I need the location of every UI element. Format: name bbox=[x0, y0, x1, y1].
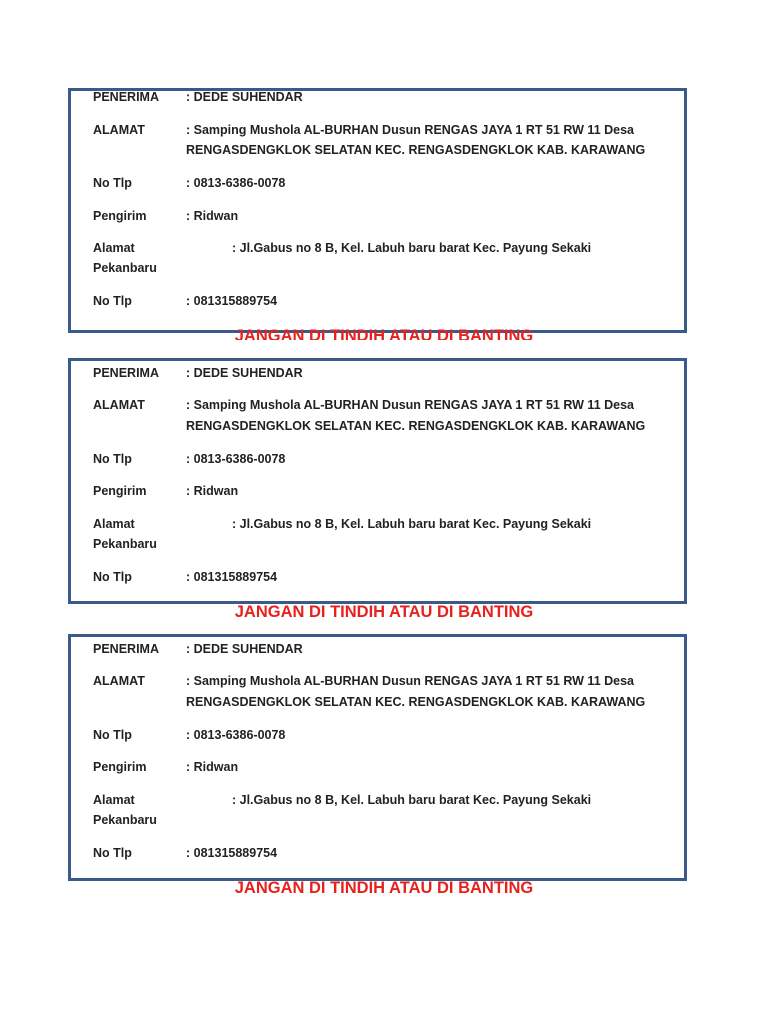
sender-address-line-2: Pekanbaru bbox=[93, 537, 157, 551]
sender-phone-value: : 081315889754 bbox=[186, 294, 278, 308]
address-key: ALAMAT bbox=[93, 674, 145, 688]
recipient-value: : DEDE SUHENDAR bbox=[186, 642, 303, 656]
sender-phone-value: : 081315889754 bbox=[186, 570, 278, 584]
sender-address-value: : Jl.Gabus no 8 B, Kel. Labuh baru barat Kec. Payung Sekaki bbox=[232, 241, 592, 255]
recipient-value: : DEDE SUHENDAR bbox=[186, 366, 303, 380]
sender-address-value: : Jl.Gabus no 8 B, Kel. Labuh baru barat Kec. Payung Sekaki bbox=[232, 793, 592, 807]
recipient-phone-key: No Tlp bbox=[93, 176, 132, 190]
address-line-2: RENGASDENGKLOK SELATAN KEC. RENGASDENGKLOK KAB. KARAWANG bbox=[186, 695, 646, 709]
shipping-label-box-3 bbox=[68, 634, 687, 881]
recipient-phone-key: No Tlp bbox=[93, 728, 132, 742]
sender-key: Pengirim bbox=[93, 484, 147, 498]
recipient-phone-value: : 0813-6386-0078 bbox=[186, 176, 286, 190]
sender-address-key: Alamat bbox=[93, 793, 135, 807]
recipient-phone-key: No Tlp bbox=[93, 452, 132, 466]
address-line-2: RENGASDENGKLOK SELATAN KEC. RENGASDENGKLOK KAB. KARAWANG bbox=[186, 143, 646, 157]
address-line-1: : Samping Mushola AL-BURHAN Dusun RENGAS JAYA 1 RT 51 RW 11 Desa bbox=[186, 674, 635, 688]
recipient-key: PENERIMA bbox=[93, 366, 159, 380]
sender-address-key: Alamat bbox=[93, 517, 135, 531]
recipient-key: PENERIMA bbox=[93, 90, 159, 104]
sender-key: Pengirim bbox=[93, 760, 147, 774]
sender-phone-key: No Tlp bbox=[93, 846, 132, 860]
sender-value: : Ridwan bbox=[186, 760, 239, 774]
sender-address-key: Alamat bbox=[93, 241, 135, 255]
sender-value: : Ridwan bbox=[186, 484, 239, 498]
address-line-2: RENGASDENGKLOK SELATAN KEC. RENGASDENGKLOK KAB. KARAWANG bbox=[186, 419, 646, 433]
address-line-1: : Samping Mushola AL-BURHAN Dusun RENGAS JAYA 1 RT 51 RW 11 Desa bbox=[186, 398, 635, 412]
recipient-value: : DEDE SUHENDAR bbox=[186, 90, 303, 104]
recipient-phone-value: : 0813-6386-0078 bbox=[186, 728, 286, 742]
sender-phone-key: No Tlp bbox=[93, 294, 132, 308]
handling-warning: JANGAN DI TINDIH ATAU DI BANTING bbox=[234, 879, 534, 897]
sender-value: : Ridwan bbox=[186, 209, 239, 223]
address-key: ALAMAT bbox=[93, 123, 145, 137]
address-key: ALAMAT bbox=[93, 398, 145, 412]
handling-warning: JANGAN DI TINDIH ATAU DI BANTING bbox=[234, 327, 534, 340]
sender-address-value: : Jl.Gabus no 8 B, Kel. Labuh baru barat Kec. Payung Sekaki bbox=[232, 517, 592, 531]
recipient-phone-value: : 0813-6386-0078 bbox=[186, 452, 286, 466]
sender-key: Pengirim bbox=[93, 209, 147, 223]
sender-address-line-2: Pekanbaru bbox=[93, 261, 157, 275]
address-line-1: : Samping Mushola AL-BURHAN Dusun RENGAS JAYA 1 RT 51 RW 11 Desa bbox=[186, 123, 635, 137]
shipping-label-box-2 bbox=[68, 358, 687, 604]
sender-address-line-2: Pekanbaru bbox=[93, 813, 157, 827]
sender-phone-value: : 081315889754 bbox=[186, 846, 278, 860]
sender-phone-key: No Tlp bbox=[93, 570, 132, 584]
handling-warning: JANGAN DI TINDIH ATAU DI BANTING bbox=[234, 603, 534, 621]
recipient-key: PENERIMA bbox=[93, 642, 159, 656]
